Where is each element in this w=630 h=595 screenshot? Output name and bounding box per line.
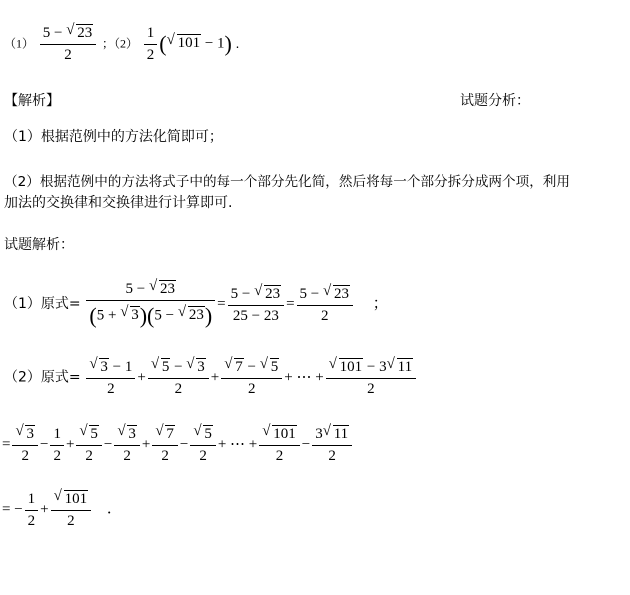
analysis-line-2a: （2）根据范例中的方法将式子中的每一个部分先化简，然后将每一个部分拆分成两个项，利用 xyxy=(4,174,570,190)
step1-fraction-a: $\frac{5 - √ 23}{(5 + √ 3)(5 - √ 23)}$ xyxy=(86,280,215,329)
answer2-half: $\frac{1}{2}$ xyxy=(144,25,158,64)
step2-term-2: √ $\frac{5 - √ 3}{2}$ xyxy=(148,358,209,398)
answer-end: ． xyxy=(235,36,248,51)
solution-step-3: = √ $\frac{3}{2}$ − $\frac{1}{2}$ + √ $\frac{5}{2}$ − √ $\frac{3}{2}$ + √ $\frac{7}{2}$ − √ $\frac{5}{2}$ + ⋯ + √ $\frac{101}{2}$ − $\frac{3√ 11}{2}$ xyxy=(2,425,354,465)
analysis-line-1: （1）根据范例中的方法化简即可； xyxy=(4,129,223,145)
step2-term-last: √ $\frac{101 - 3√ 11}{2}$ xyxy=(326,358,416,398)
answer-separator: ；（2） xyxy=(101,36,138,51)
answer-line: （1） $\frac{5 - √ 23}{2}$ ；（2） $\frac{1}{2}$ (√ 101 − 1) ． xyxy=(4,24,248,64)
analysis-right-title: 试题分析： xyxy=(460,93,530,109)
analysis-line-2b: 加法的交换律和交换律进行计算即可. xyxy=(4,195,233,211)
step2-term-3: √ $\frac{7 - √ 5}{2}$ xyxy=(221,358,282,398)
solution-title: 试题解析： xyxy=(4,237,74,253)
solution-step-1: （1）原式= $\frac{5 - √ 23}{(5 + √ 3)(5 - √ 23)}$ = $\frac{5 - √ 23}{25 - 23}$ = $\frac{5 - √ 23}{2}$ ； xyxy=(4,280,388,329)
step2-term-1: √ $\frac{3 - 1}{2}$ xyxy=(86,358,135,398)
solution-step-4: = − $\frac{1}{2}$ + √ $\frac{101}{2}$ ． xyxy=(2,490,122,530)
step1-fraction-b: $\frac{5 - √ 23}{25 - 23}$ xyxy=(228,285,284,325)
answer1-fraction: $\frac{5 - √ 23}{2}$ xyxy=(40,24,96,64)
analysis-title: 【解析】 xyxy=(4,93,60,109)
solution-step-2: （2）原式= √ $\frac{3 - 1}{2}$ + √ $\frac{5 - √ 3}{2}$ + √ $\frac{7 - √ 5}{2}$ + ⋯ + √ $\frac{101 - 3√ 11}{2}$ xyxy=(4,358,418,398)
answer-part1-label: （1） xyxy=(4,36,35,51)
step1-fraction-c: $\frac{5 - √ 23}{2}$ xyxy=(297,285,353,325)
